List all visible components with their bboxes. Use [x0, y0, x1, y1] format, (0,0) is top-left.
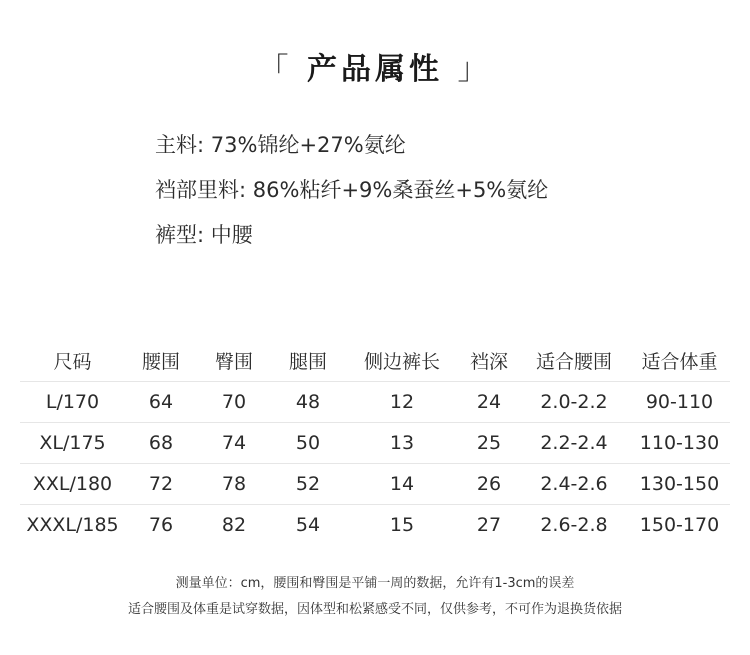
- attribute-value: 86%粘纤+9%桑蚕丝+5%氨纶: [252, 178, 549, 202]
- table-cell: 2.0-2.2: [519, 382, 629, 423]
- table-cell: 27: [459, 505, 519, 546]
- column-header-thigh: 腿围: [288, 351, 327, 373]
- table-cell: 74: [197, 423, 271, 464]
- table-row: [20, 423, 730, 464]
- table-cell: 50: [271, 423, 345, 464]
- table-cell: 110-130: [629, 423, 730, 464]
- attribute-crotch-lining: [155, 173, 548, 218]
- table-cell: 24: [459, 382, 519, 423]
- table-row: [20, 382, 730, 423]
- column-header-crotch-depth: 裆深: [469, 351, 508, 373]
- attribute-label: 裆部里料: [155, 178, 239, 202]
- table-cell: 13: [345, 423, 459, 464]
- attribute-label: 主料: [155, 133, 197, 157]
- note-fit-disclaimer: 适合腰围及体重是试穿数据，因体型和松紧感受不同，仅供参考，不可作为退换货依据: [127, 602, 622, 617]
- table-cell: 90-110: [629, 382, 730, 423]
- table-cell: 150-170: [629, 505, 730, 546]
- table-cell: 78: [197, 464, 271, 505]
- table-cell: 82: [197, 505, 271, 546]
- column-header-fit-weight: 适合体重: [641, 351, 718, 373]
- table-cell: XXL/180: [20, 464, 125, 505]
- attribute-main-fabric: [155, 128, 548, 173]
- attribute-separator: :: [197, 223, 211, 247]
- table-cell: 2.6-2.8: [519, 505, 629, 546]
- table-cell: 25: [459, 423, 519, 464]
- note-measurement-unit: 测量单位：cm，腰围和臀围是平铺一周的数据，允许有1-3cm的误差: [175, 576, 575, 591]
- table-cell: 12: [345, 382, 459, 423]
- attribute-value: 73%锦纶+27%氨纶: [210, 133, 406, 157]
- table-cell: 64: [125, 382, 197, 423]
- table-header-row: [20, 340, 730, 382]
- table-cell: 2.4-2.6: [519, 464, 629, 505]
- table-cell: 70: [197, 382, 271, 423]
- table-cell: 76: [125, 505, 197, 546]
- attribute-value: 中腰: [210, 223, 253, 247]
- attribute-label: 裤型: [155, 223, 197, 247]
- column-header-size: 尺码: [53, 351, 92, 373]
- table-cell: 130-150: [629, 464, 730, 505]
- table-cell: 15: [345, 505, 459, 546]
- page-title: [0, 44, 750, 88]
- title-text: 产品属性: [307, 52, 443, 87]
- table-row: [20, 505, 730, 546]
- product-attributes: [155, 128, 548, 263]
- table-cell: 54: [271, 505, 345, 546]
- attribute-separator: :: [197, 133, 211, 157]
- table-cell: 68: [125, 423, 197, 464]
- title-open-bracket: 「: [258, 52, 293, 87]
- size-table: [20, 340, 730, 545]
- attribute-separator: :: [239, 178, 253, 202]
- column-header-fit-waist: 适合腰围: [535, 351, 612, 373]
- measurement-notes: [0, 573, 750, 625]
- column-header-side-length: 侧边裤长: [363, 351, 440, 373]
- table-cell: XXXL/185: [20, 505, 125, 546]
- title-close-bracket: 」: [457, 52, 492, 87]
- table-cell: 52: [271, 464, 345, 505]
- column-header-hip: 臀围: [214, 351, 253, 373]
- table-cell: 26: [459, 464, 519, 505]
- table-cell: 72: [125, 464, 197, 505]
- table-row: [20, 464, 730, 505]
- table-cell: 14: [345, 464, 459, 505]
- table-cell: 2.2-2.4: [519, 423, 629, 464]
- table-cell: 48: [271, 382, 345, 423]
- attribute-pants-fit: [155, 218, 548, 263]
- column-header-waist: 腰围: [141, 351, 180, 373]
- table-cell: XL/175: [20, 423, 125, 464]
- table-cell: L/170: [20, 382, 125, 423]
